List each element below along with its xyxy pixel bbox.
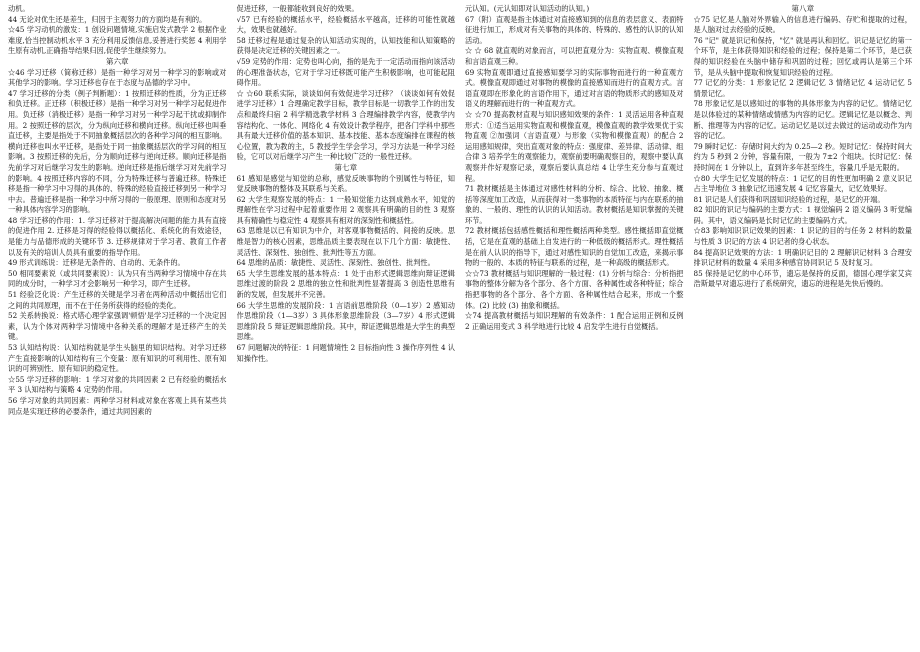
paragraph: 50 相同要素说（或共同要素说）：认为只有当两种学习情境中存在共同的成分时，一种学习才会影响另一种学习，即产生迁移。 [8, 268, 227, 289]
paragraph: 71 教材概括是主体通过对感性材料的分析、综合、比较、抽象、概括等深度加工改造，从而获得对一类事物的本质特征与内在联系的抽象的、一般的、理性的认识的认知活动。教材概括是知识掌握的关键环节。 [465, 184, 684, 225]
paragraph: 66 大学生思维的发展阶段：1 言语前思维阶段（0—1岁）2 感知动作思维阶段（1—3岁）3 具体形象思维阶段（3—7岁）4 形式逻辑思维阶段 5 辩证逻辑思维阶段。其中，辩证逻辑思维是大学生的典型思维。 [236, 300, 455, 342]
paragraph: 64 思维的品质：敏捷性、灵活性、深刻性、独创性、批判性。 [236, 258, 435, 268]
text-column-3 [465, 4, 684, 648]
paragraph: 63 思维是以已有知识为中介，对客观事物概括的、间接的反映。思维是智力的核心因素，思维品质主要表现在以下几个方面：敏捷性、灵活性、深刻性、独创性、批判性等五方面。 [236, 226, 455, 257]
paragraph: √57 已有经验的概括水平，经验概括水平越高，迁移的可能性就越大，效果也就越好。 [236, 14, 455, 35]
paragraph: ☆80 大学生记忆发展的特点：1 记忆的目的性更加明确 2 意义识记占主导地位 3 抽象记忆迅速发展 4 记忆容量大，记忆效果好。 [693, 173, 912, 194]
paragraph: ☆ ☆60 联系实际，谈谈如何有效促进学习迁移？（谈谈如何有效促进学习迁移）1 合理确定教学目标，教学目标是一切教学工作的出发点和最终归宿 2 科学精选教学材料 3 合理编排教学内容，使教学内容结构化、一体化、网络化 4 有效设计教学程序，把各门学科中那些具有最大迁移价值的基本知识、基本技能、基本态度编排在课程的核心位置，教为教的主，5 教授学生学会学习，学习方法是一种学习经验，它可以对后继学习产生一种比较广泛的一般性迁移。 [236, 88, 455, 162]
paragraph: 82 知识的识记与编码的主要方式：1 视觉编码 2 语义编码 3 听觉编码。其中，语义编码是长时记忆的主要编码方式。 [693, 205, 912, 225]
paragraph: 47 学习迁移的分类（例子判断题）：1 按照迁移的性质，分为正迁移和负迁移。正迁移（积极迁移）是指一种学习对另一种学习起促进作用。负迁移（消极迁移）是指一种学习对另一种学习起干扰或抑制作用。2 按照迁移的层次，分为纵向迁移和横向迁移。纵向迁移也叫垂直迁移，主要是指处于不同抽象概括层次的各种学习间的相互影响。横向迁移也叫水平迁移，是指处于同一抽象概括层次的学习间的相互影响。3 按照迁移的先后，分为顺向迁移与逆向迁移。顺向迁移是指先前学习对后继学习发生的影响。逆向迁移是指后继学习对先前学习的影响。4 按照迁移内容的不同，分为特殊迁移与普遍迁移。特殊迁移是指一种学习中习得的具体的、特殊的经验直接迁移到另一种学习中去。普遍迁移是指一种学习中所习得的一般原理、原则和态度对另一种具体内容学习的影响。 [8, 88, 227, 215]
paragraph: 67（附）直观是指主体通过对直接感知到的信息的表层意义、表面特征进行加工，形成对有关事物的具体的、特殊的、感性的认识的认知活动。 [465, 14, 684, 45]
paragraph: 65 大学生思维发展的基本特点：1 处于由形式逻辑思维向辩证逻辑思维过渡的阶段 2 思维的独立性和批判性显著提高 3 创造性思维有新的发展，但发展并不完善。 [236, 268, 455, 300]
paragraph: ☆74 提高教材概括与知识理解的有效条件：1 配合运用正例和反例 2 正确运用变式 3 科学地进行比较 4 启发学生进行自觉概括。 [465, 311, 684, 331]
paragraph: 元认知。(元认知即对认知活动的认知。) [465, 4, 590, 13]
paragraph: 促进迁移，一般都能收到良好的效果。 [236, 4, 359, 13]
paragraph: 77 记忆的分类：1 形象记忆 2 逻辑记忆 3 情绪记忆 4 运动记忆 5 情景记忆。 [693, 78, 912, 98]
paragraph: 69 实物直观即通过直接感知要学习的实际事物而进行的一种直观方式。模像直观即通过对事物的模像的直接感知而进行的直观方式。言语直观即在形象化的言语作用下，通过对言语的物质形式的感知及对语义的理解而进行的一种直观方式。 [465, 67, 684, 109]
paragraph: ☆55 学习迁移的影响：1 学习对象的共同因素 2 已有经验的概括水平 3 认知结构与策略 4 定势的作用。 [8, 374, 227, 395]
paragraph: 52 关系转换说：格式塔心理学家强调'顿悟'是学习迁移的一个决定因素，认为个体对两种学习情境中各种关系的理解才是迁移产生的关键。 [8, 311, 227, 342]
text-column-2 [237, 4, 456, 648]
text-column-4 [694, 4, 913, 648]
paragraph: 79 瞬时记忆：存储时间大约为 0.25—2 秒。短时记忆：保持时间大约为 5 秒到 2 分钟，容量有限，一般为 7±2 个组块。长时记忆：保持时间在 1 分钟以上，直到许多年甚至终生，容量几乎是无限的。 [693, 141, 912, 172]
paragraph: 51 经验泛化说：产生迁移的关键是学习者在两种活动中概括出它们之间的共同原理，而不在于任务所获得的经验的类化。 [8, 290, 227, 310]
paragraph: 67 问题解决的特征：1 问题情境性 2 目标指向性 3 操作序列性 4 认知操作性。 [236, 343, 455, 363]
paragraph: 61 感知是感觉与知觉的总称，感觉反映事物的个别属性与特征，知觉反映事物的整体及其联系与关系。 [236, 173, 455, 194]
paragraph: ☆83 影响知识识记效果的因素：1 识记的目的与任务 2 材料的数量与性质 3 识记的方法 4 识记者的身心状态。 [693, 226, 912, 247]
paragraph: 72 教材概括包括感性概括和理性概括两种类型。感性概括即直觉概括，它是在直观的基础上自发进行的一种低级的概括形式。理性概括是在前人认识的指导下，通过对感性知识的自觉加工改造，来揭示事物的一般的、本质的特征与联系的过程，是一种高级的概括形式。 [465, 226, 684, 268]
paragraph: 56 学习对象的共同因素：两种学习材料或对象在客观上具有某些共同点是实现迁移的必要条件，通过共同因素的 [8, 395, 227, 416]
text-column-1 [8, 4, 227, 648]
paragraph: ☆☆73 教材概括与知识理解的一般过程：(1) 分析与综合：分析指把事物的整体分解为各个部分、各个方面、各种属性或各种特征；综合指把事物的各个部分、各个方面、各种属性结合起来，形成一个整体。(2) 比较 (3) 抽象和概括。 [465, 268, 684, 310]
paragraph: 81 识记是人们获得和巩固知识经验的过程，是记忆的开端。 [693, 194, 885, 204]
paragraph: ☆45 学习动机的激发：1 创设问题情境,实施启发式教学 2 根据作业难度,恰当控制动机水平 3 充分利用反馈信息,妥善进行奖惩 4 利用学生原有动机,正确指导结果归因,促使学生继续努力。 [8, 25, 227, 56]
paragraph: √59 定势的作用：定势也叫心向，指的是先于一定活动而指向该活动的心理准备状态，它对于学习迁移既可能产生积极影响，也可能起阻碍作用。 [236, 56, 455, 88]
chapter-heading: 第七章 [334, 162, 358, 172]
paragraph: 44 无论对优生还是差生，归因于主观努力的方面均是有利的。 [8, 14, 207, 24]
paragraph: ☆ ☆70 提高教材直观与知识感知效果的条件：1 灵活运用各种直观形式：①适当运用实物直观和模像直观，模像直观的教学效果优于实物直观 ②加强词（言语直观）与形象（实物和模像直观）的配合 2 运用感知规律，突出直观对象的特点：强度律、差异律、活动律、组合律 3 培养学生的观察能力，观察前要明确观察目的，观察中要认真观察并作好观察记录，观察后要认真总结 4 让学生充分参与直观过程。 [465, 109, 684, 183]
paragraph: 48 学习迁移的作用：1. 学习迁移对于提高解决问题的能力具有直接的促进作用 2. 迁移是习得的经验得以概括化、系统化的有效途径，是能力与品德形成的关键环节 3. 迁移规律对于学习者、教育工作者以及有关的培训人员具有重要的指导作用。 [8, 215, 227, 257]
chapter-heading: 第六章 [105, 56, 129, 66]
paragraph: 85 保持是记忆的中心环节，遗忘是保持的反面，德国心理学家艾宾浩斯最早对遗忘进行了系统研究，遗忘的进程是先快后慢的。 [693, 268, 912, 289]
paragraph: 49 形式训练说：迁移是无条件的、自动的、无条件的。 [8, 258, 185, 268]
paragraph: 58 迁移过程是通过复杂的认知活动实现的，认知技能和认知策略的获得是决定迁移的关键因素之一。 [236, 35, 455, 56]
paragraph: 53 认知结构说：认知结构就是学生头脑里的知识结构。对学习迁移产生直接影响的认知结构有三个变量：原有知识的可利用性、原有知识的可辨别性、原有知识的稳定性。 [8, 343, 227, 374]
paragraph: 62 大学生观察发展的特点：1 一般知觉能力达到成熟水平，知觉的理解性在学习过程中起着重要作用 2 观察具有明确的目的性 3 观察具有精确性与稳定性 4 观察具有相对的深刻性和概括性。 [236, 194, 455, 225]
paragraph: 78 形象记忆是以感知过的事物的具体形象为内容的记忆。情绪记忆是以体验过的某种情绪或情感为内容的记忆。逻辑记忆是以概念、判断、推理等为内容的记忆。运动记忆是以过去做过的运动或动作为内容的记忆。 [693, 99, 912, 141]
chapter-heading: 第八章 [791, 4, 815, 13]
paragraph: ☆46 学习迁移（简称迁移）是指一种学习对另一种学习的影响或对其他学习的影响。学习迁移也存在于态度与品德的学习中。 [8, 67, 227, 88]
paragraph: 76 "记" 就是识记和保持，"忆" 就是再认和回忆。识记是记忆的第一个环节，是主体获得知识和经验的过程；保持是第二个环节，是已获得的知识经验在头脑中储存和巩固的过程；回忆或再认是第三个环节，是从头脑中提取和恢复知识经验的过程。 [693, 35, 912, 77]
paragraph: 动机。 [8, 4, 30, 13]
paragraph: ☆75 记忆是人脑对外界输入的信息进行编码、存贮和提取的过程，是人脑对过去经验的反映。 [693, 14, 912, 35]
paragraph: ☆ ☆ 68 就直观的对象而言，可以把直观分为：实物直观、模像直观和言语直观三种。 [465, 46, 684, 66]
paragraph: 84 提高识记效果的方法：1 明确识记目的 2 理解识记材料 3 合理安排识记材料的数量 4 采用多种感官协同识记 5 及时复习。 [693, 247, 912, 268]
